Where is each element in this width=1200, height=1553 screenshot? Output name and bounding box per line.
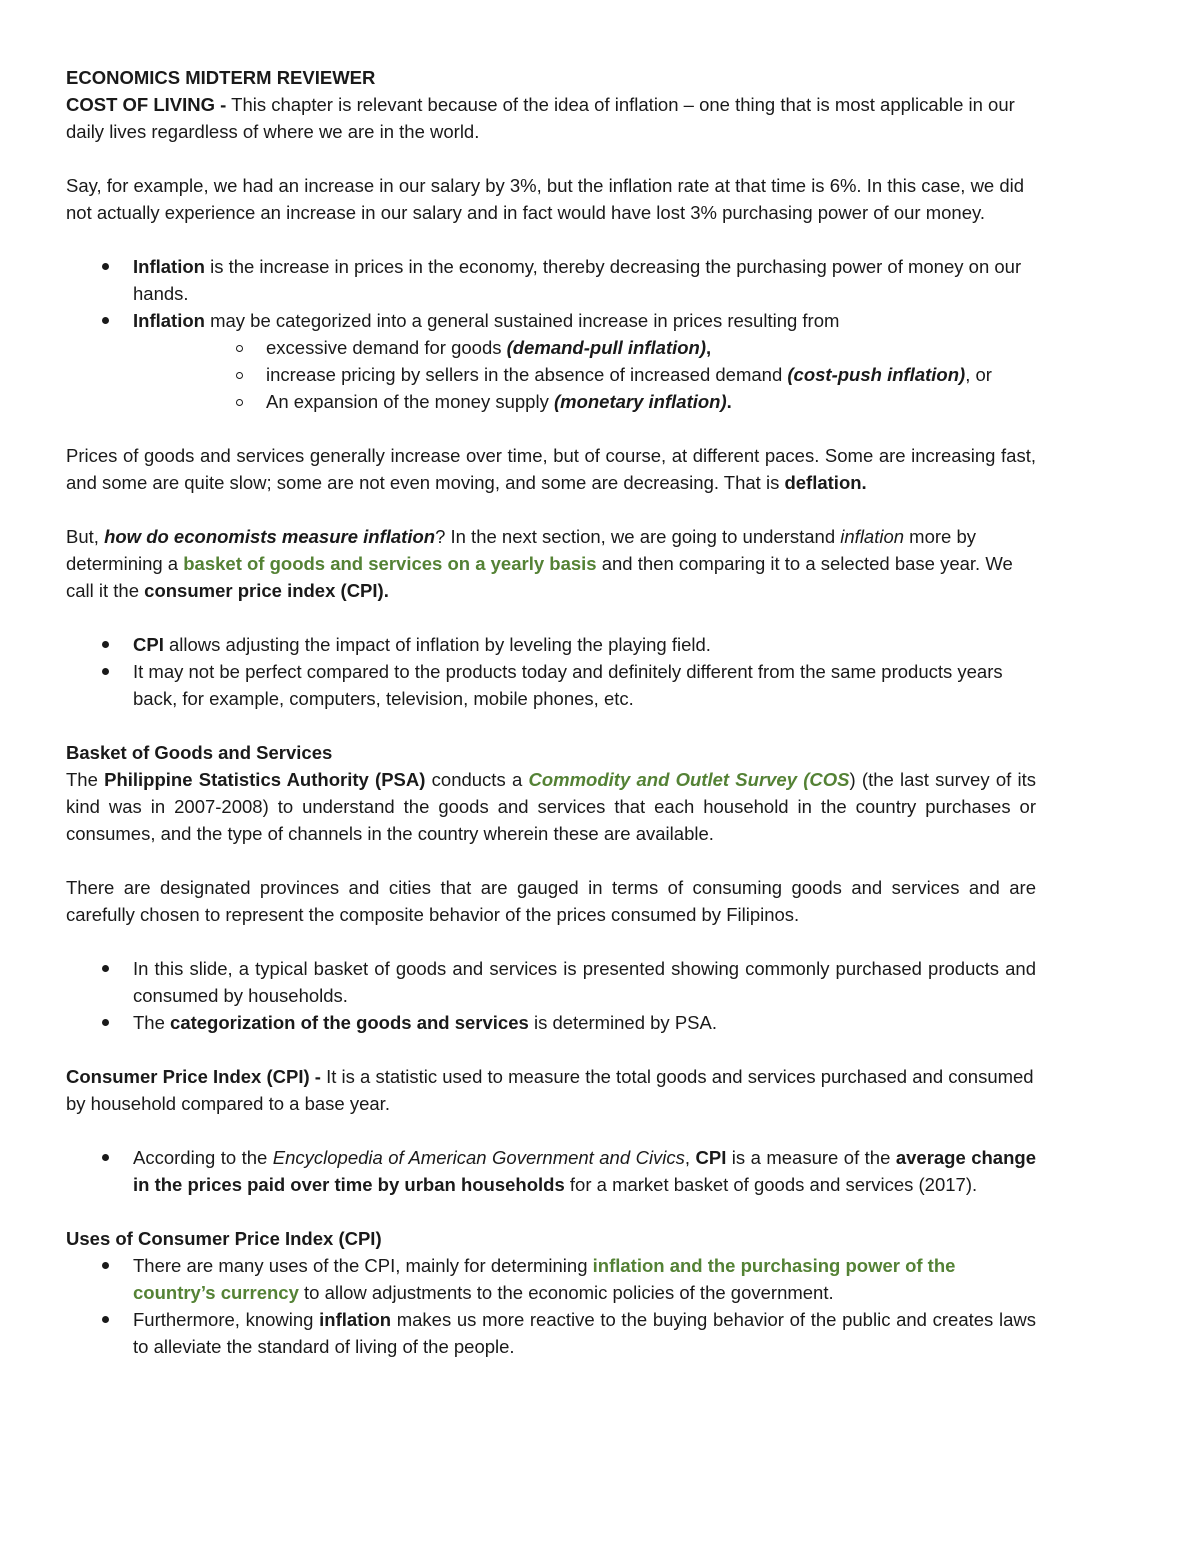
inflation-types-list: [133, 334, 1036, 415]
basket-section-heading: Basket of Goods and Services: [66, 742, 333, 763]
list-item: An expansion of the money supply (monetary inflation).: [133, 388, 1036, 415]
uses-bullet-list: [66, 1252, 1036, 1360]
inflation-bullet-list: [66, 253, 1036, 415]
list-item: CPI allows adjusting the impact of inflation by leveling the playing field.: [66, 631, 1036, 658]
measure-inflation-paragraph: But, how do economists measure inflation? In the next section, we are going to understand inflation more by determining a basket of goods and services on a yearly basis and then comparing it to a selected base year. We call it the consumer price index (CPI).: [66, 526, 1013, 601]
list-item: Furthermore, knowing inflation makes us more reactive to the buying behavior of the public and creates laws to alleviate the standard of living of the people.: [66, 1306, 1036, 1360]
cpi-heading: Consumer Price Index (CPI) -: [66, 1066, 321, 1087]
basket-bullet-list: [66, 955, 1036, 1036]
uses-section-heading: Uses of Consumer Price Index (CPI): [66, 1228, 382, 1249]
document-page: [66, 64, 1036, 1360]
list-item: The categorization of the goods and services is determined by PSA.: [66, 1009, 1036, 1036]
prices-paragraph: Prices of goods and services generally increase over time, but of course, at different paces. Some are increasing fast, and some are quite slow; some are not even moving, and some are decreasing. That is deflation.: [66, 445, 1036, 493]
provinces-paragraph: There are designated provinces and cities that are gauged in terms of consuming goods and services and are carefully chosen to represent the composite behavior of the prices consumed by Filipinos.: [66, 877, 1036, 925]
cost-of-living-paragraph: COST OF LIVING - This chapter is relevant because of the idea of inflation – one thing that is most applicable in our daily lives regardless of where we are in the world.: [66, 94, 1015, 142]
cpi-bullet-list: [66, 631, 1036, 712]
list-item: In this slide, a typical basket of goods and services is presented showing commonly purchased products and consumed by households.: [66, 955, 1036, 1009]
highlight-text: Commodity and Outlet Survey (COS: [528, 769, 850, 790]
list-item: It may not be perfect compared to the products today and definitely different from the same products years back, for example, computers, television, mobile phones, etc.: [66, 658, 1036, 712]
cost-of-living-heading: COST OF LIVING -: [66, 94, 227, 115]
highlight-text: basket of goods and services on a yearly basis: [183, 553, 597, 574]
list-item: Inflation may be categorized into a general sustained increase in prices resulting from excessive demand for goods (demand-pull inflation), increase pricing by sellers in the absence of increased demand (cost-push inflation), or An expansion of the money supply (monetary inflation).: [66, 307, 1036, 415]
document-title: ECONOMICS MIDTERM REVIEWER: [66, 67, 376, 88]
list-item: Inflation is the increase in prices in the economy, thereby decreasing the purchasing power of money on our hands.: [66, 253, 1036, 307]
psa-paragraph: The Philippine Statistics Authority (PSA) conducts a Commodity and Outlet Survey (COS) (the last survey of its kind was in 2007-2008) to understand the goods and services that each household in the country purchases or consumes, and the type of channels in the country wherein these are available.: [66, 769, 1036, 844]
highlight-text: inflation and the purchasing power of the country’s currency: [133, 1255, 956, 1303]
cpi-definition-paragraph: Consumer Price Index (CPI) - It is a statistic used to measure the total goods and services purchased and consumed by household compared to a base year.: [66, 1066, 1034, 1114]
list-item: increase pricing by sellers in the absence of increased demand (cost-push inflation), or: [133, 361, 1036, 388]
list-item: excessive demand for goods (demand-pull inflation),: [133, 334, 1036, 361]
list-item: According to the Encyclopedia of American Government and Civics, CPI is a measure of the average change in the prices paid over time by urban households for a market basket of goods and services (2017).: [66, 1144, 1036, 1198]
list-item: There are many uses of the CPI, mainly for determining inflation and the purchasing power of the country’s currency to allow adjustments to the economic policies of the government.: [66, 1252, 1036, 1306]
salary-example-paragraph: Say, for example, we had an increase in our salary by 3%, but the inflation rate at that time is 6%. In this case, we did not actually experience an increase in our salary and in fact would have lost 3% purchasing power of our money.: [66, 175, 1025, 223]
cpi-definition-bullet-list: [66, 1144, 1036, 1198]
